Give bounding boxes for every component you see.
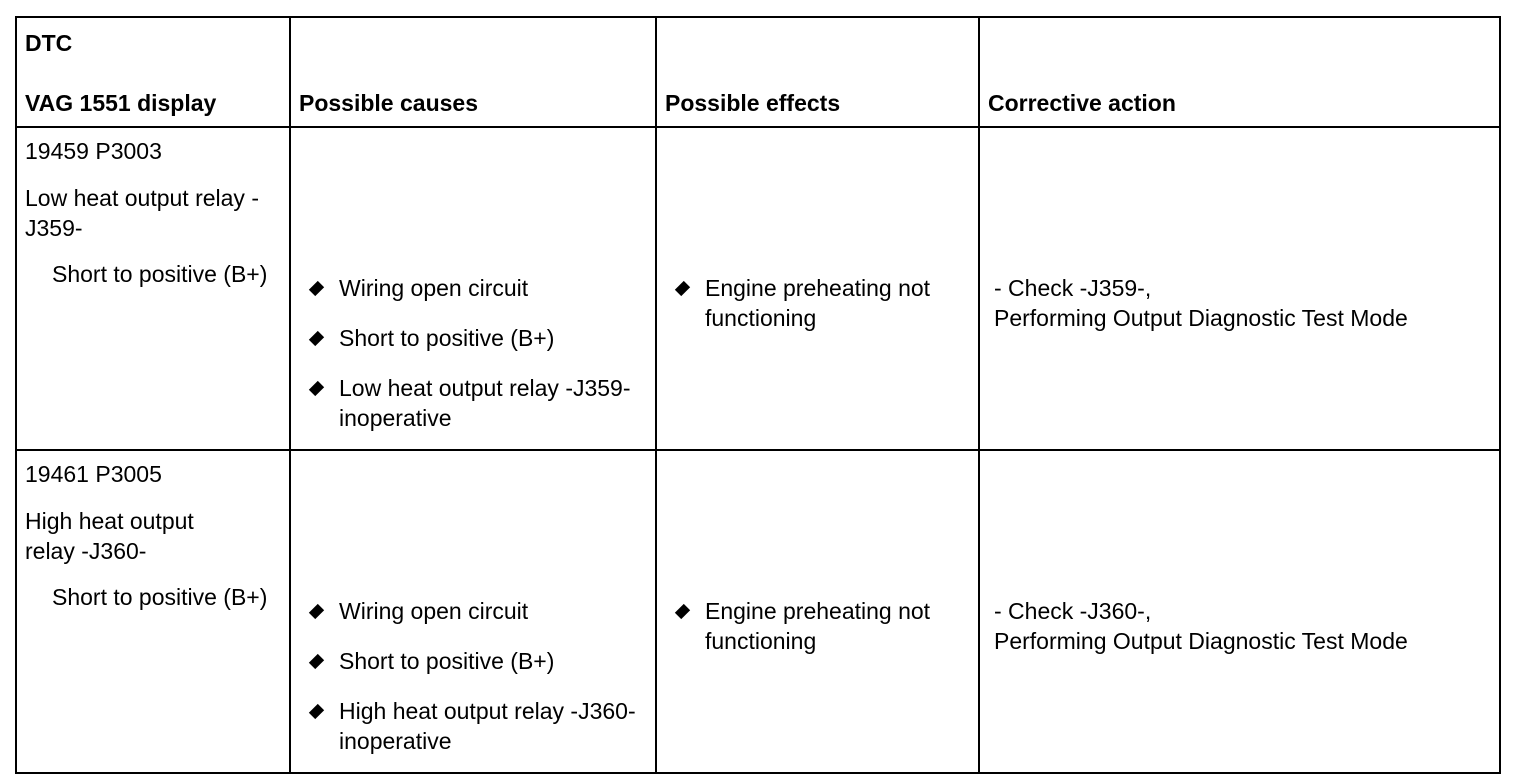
header-causes — [290, 17, 656, 127]
table-row — [16, 450, 1500, 773]
causes-cell — [290, 450, 656, 773]
list-item — [311, 696, 641, 756]
dtc-table — [15, 16, 1501, 774]
header-effects-label: Possible effects — [665, 90, 841, 116]
effects-list — [677, 273, 977, 333]
cause-text: Wiring open circuit — [339, 598, 529, 624]
list-item — [311, 323, 641, 353]
header-display-label: VAG 1551 display — [25, 90, 217, 116]
diamond-bullet-icon — [675, 604, 690, 619]
diamond-bullet-icon — [309, 331, 324, 346]
header-causes-label: Possible causes — [299, 90, 478, 116]
header-dtc-label: DTC — [25, 30, 73, 56]
effect-text: Engine preheating not functioning — [705, 598, 931, 654]
effects-cell — [656, 450, 979, 773]
cause-text: Short to positive (B+) — [339, 325, 555, 351]
list-item — [311, 273, 641, 303]
header-effects — [656, 17, 979, 127]
list-item — [311, 646, 641, 676]
action-line: - Check -J360-, — [994, 598, 1152, 624]
dtc-name: High heat output relay -J360- — [25, 508, 194, 564]
diamond-bullet-icon — [309, 704, 324, 719]
dtc-code: 19459 P3003 — [25, 138, 162, 164]
header-action — [979, 17, 1500, 127]
cause-text: Short to positive (B+) — [339, 648, 555, 674]
action-line: Performing Output Diagnostic Test Mode — [994, 305, 1408, 331]
action-line: Performing Output Diagnostic Test Mode — [994, 628, 1408, 654]
dtc-cell — [16, 127, 290, 450]
dtc-cell — [16, 450, 290, 773]
causes-list — [311, 596, 641, 776]
header-action-label: Corrective action — [988, 90, 1176, 116]
table-header-row — [16, 17, 1500, 127]
causes-cell — [290, 127, 656, 450]
diamond-bullet-icon — [309, 654, 324, 669]
effect-text: Engine preheating not functioning — [705, 275, 931, 331]
dtc-code: 19461 P3005 — [25, 461, 162, 487]
list-item — [677, 273, 977, 333]
action-cell — [979, 450, 1500, 773]
diamond-bullet-icon — [309, 281, 324, 296]
action-line: - Check -J359-, — [994, 275, 1152, 301]
cause-text: Low heat output relay -J359- inoperative — [339, 375, 631, 431]
dtc-name: Low heat output relay -J359- — [25, 185, 259, 241]
list-item — [677, 596, 977, 656]
diamond-bullet-icon — [675, 281, 690, 296]
list-item — [311, 373, 641, 433]
dtc-fault: Short to positive (B+) — [52, 584, 268, 610]
action-cell — [979, 127, 1500, 450]
header-dtc — [16, 17, 290, 127]
diamond-bullet-icon — [309, 604, 324, 619]
cause-text: Wiring open circuit — [339, 275, 529, 301]
effects-list — [677, 596, 977, 656]
corrective-action — [994, 596, 1494, 656]
dtc-fault: Short to positive (B+) — [52, 261, 268, 287]
effects-cell — [656, 127, 979, 450]
list-item — [311, 596, 641, 626]
cause-text: High heat output relay -J360- inoperative — [339, 698, 636, 754]
diamond-bullet-icon — [309, 381, 324, 396]
table-row — [16, 127, 1500, 450]
corrective-action — [994, 273, 1494, 333]
causes-list — [311, 273, 641, 453]
